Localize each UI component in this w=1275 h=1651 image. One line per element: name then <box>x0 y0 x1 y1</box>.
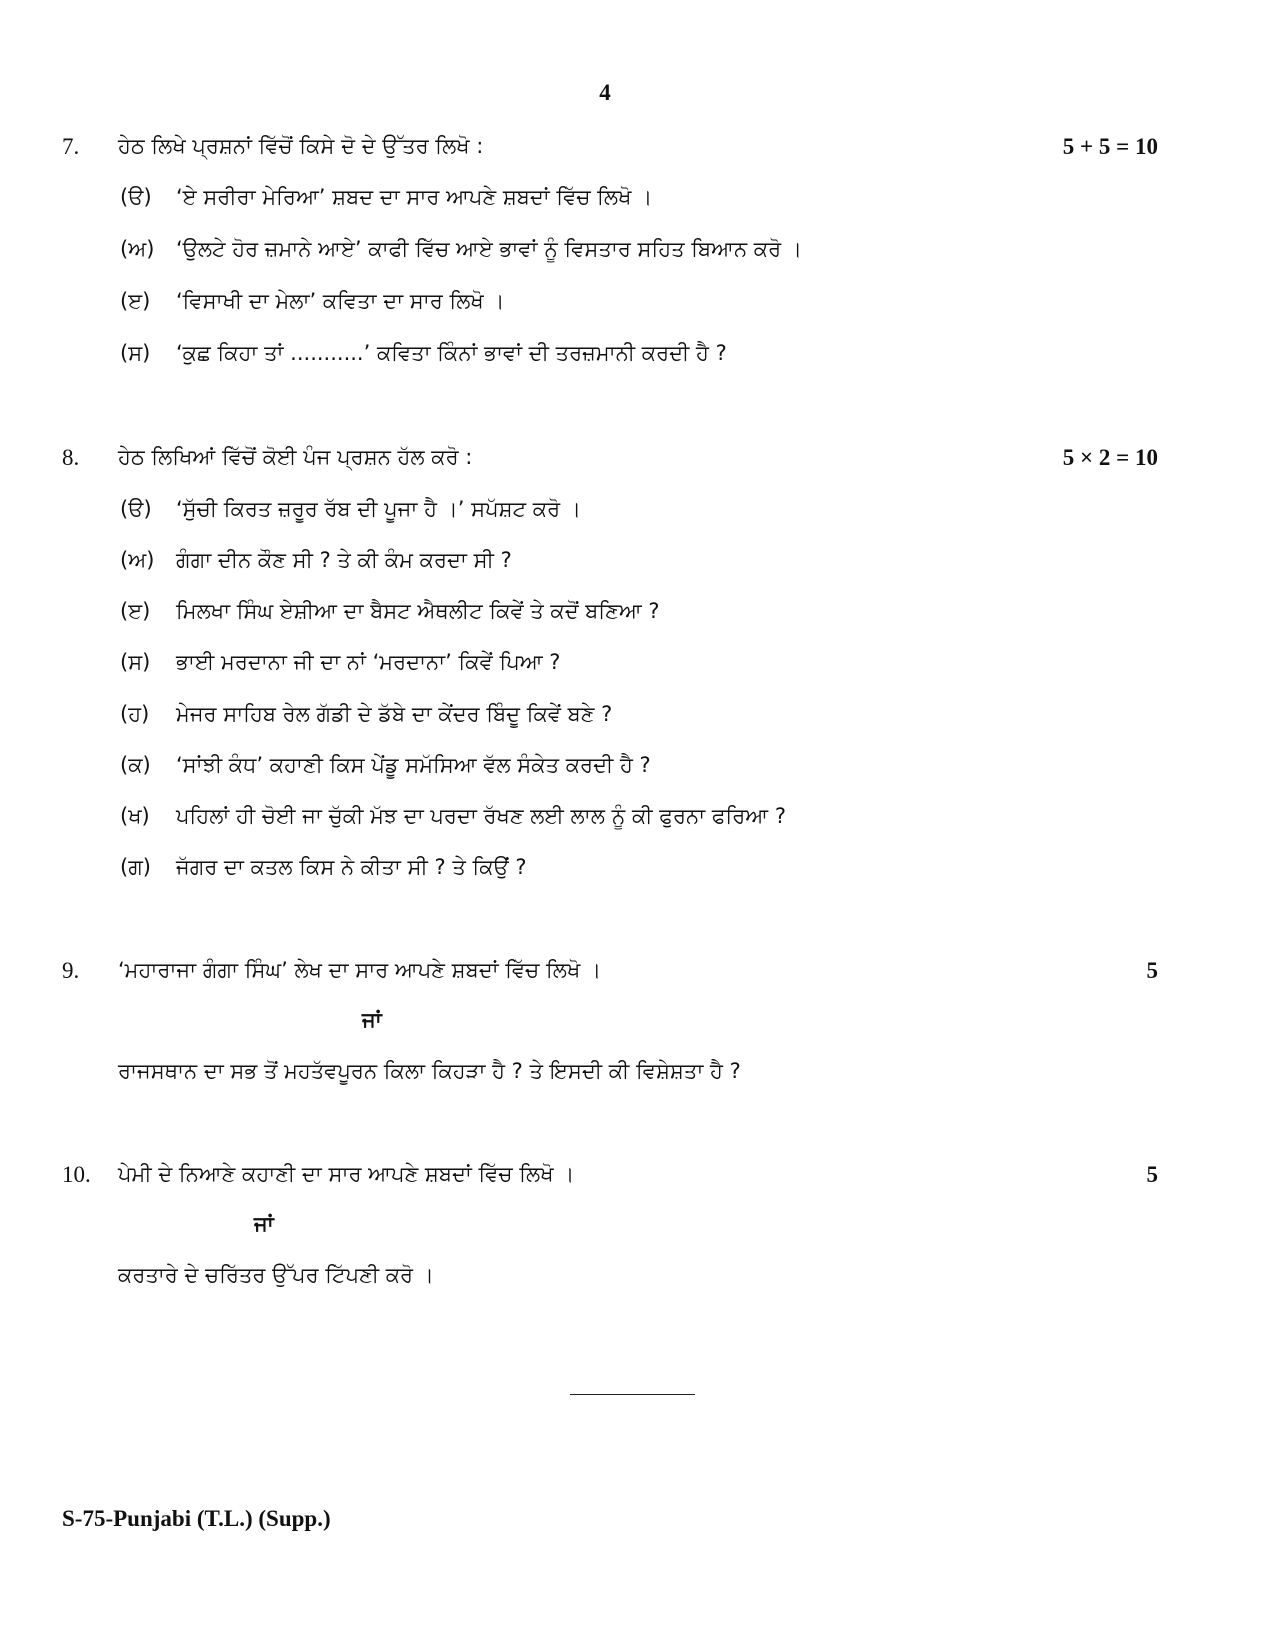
q7-part-d-label: (ਸ) <box>120 341 151 365</box>
question-9-number: 9. <box>62 958 80 983</box>
q8-part-h-text: ਜੱਗਰ ਦਾ ਕਤਲ ਕਿਸ ਨੇ ਕੀਤਾ ਸੀ ? ਤੇ ਕਿਉਂ ? <box>176 855 527 879</box>
q8-part-a-text: ‘ਸੁੱਚੀ ਕਿਰਤ ਜ਼ਰੂਰ ਰੱਬ ਦੀ ਪੂਜਾ ਹੈ ।’ ਸਪੱਸ਼ਟ ਕਰੋ । <box>176 497 581 521</box>
q8-part-d-label: (ਸ) <box>120 650 151 674</box>
q7-part-c-label: (ੲ) <box>120 289 151 313</box>
q8-part-b-label: (ਅ) <box>120 548 155 572</box>
q8-part-f-label: (ਕ) <box>120 753 151 777</box>
question-8-text: ਹੇਠ ਲਿਖਿਆਂ ਵਿੱਚੋਂ ਕੋਈ ਪੰਜ ਪ੍ਰਸ਼ਨ ਹੱਲ ਕਰੋ : <box>118 445 473 469</box>
page-number: 4 <box>599 80 611 105</box>
question-7-marks: 5 + 5 = 10 <box>1062 134 1158 159</box>
q8-part-g-text: ਪਹਿਲਾਂ ਹੀ ਚੋਈ ਜਾ ਚੁੱਕੀ ਮੱਝ ਦਾ ਪਰਦਾ ਰੱਖਣ ਲਈ ਲਾਲ ਨੂੰ ਕੀ ਫੁਰਨਾ ਫਰਿਆ ? <box>176 804 786 828</box>
q7-part-c-text: ‘ਵਿਸਾਖੀ ਦਾ ਮੇਲਾ’ ਕਵਿਤਾ ਦਾ ਸਾਰ ਲਿਖੋ । <box>176 289 505 313</box>
question-10-alternative: ਕਰਤਾਰੇ ਦੇ ਚਰਿੱਤਰ ਉੱਪਰ ਟਿੱਪਣੀ ਕਰੋ । <box>118 1263 434 1287</box>
question-7-number: 7. <box>62 134 80 159</box>
question-8-marks: 5 × 2 = 10 <box>1062 445 1158 470</box>
question-10-marks: 5 <box>1146 1162 1158 1187</box>
question-10-number: 10. <box>62 1162 91 1187</box>
q8-part-g-label: (ਖ) <box>120 804 150 828</box>
q8-part-c-label: (ੲ) <box>120 599 151 623</box>
q8-part-d-text: ਭਾਈ ਮਰਦਾਨਾ ਜੀ ਦਾ ਨਾਂ ‘ਮਰਦਾਨਾ’ ਕਿਵੇਂ ਪਿਆ ? <box>176 650 561 674</box>
question-10-or: ਜਾਂ <box>254 1212 274 1236</box>
q8-part-h-label: (ਗ) <box>120 855 152 879</box>
question-9-or: ਜਾਂ <box>362 1008 382 1032</box>
q7-part-b-label: (ਅ) <box>120 237 155 261</box>
q8-part-e-text: ਮੇਜਰ ਸਾਹਿਬ ਰੇਲ ਗੱਡੀ ਦੇ ਡੱਬੇ ਦਾ ਕੇਂਦਰ ਬਿੰਦੂ ਕਿਵੇਂ ਬਣੇ ? <box>176 702 613 726</box>
q8-part-f-text: ‘ਸਾਂਝੀ ਕੰਧ’ ਕਹਾਣੀ ਕਿਸ ਪੇਂਡੂ ਸਮੱਸਿਆ ਵੱਲ ਸੰਕੇਤ ਕਰਦੀ ਹੈ ? <box>176 753 651 777</box>
question-8-number: 8. <box>62 445 80 470</box>
question-9-text: ‘ਮਹਾਰਾਜਾ ਗੰਗਾ ਸਿੰਘ’ ਲੇਖ ਦਾ ਸਾਰ ਆਪਣੇ ਸ਼ਬਦਾਂ ਵਿੱਚ ਲਿਖੋ । <box>118 958 602 982</box>
q8-part-a-label: (ੳ) <box>120 497 152 521</box>
q8-part-e-label: (ਹ) <box>120 702 150 726</box>
q7-part-d-text: ‘ਕੁਛ ਕਿਹਾ ਤਾਂ ...........’ ਕਵਿਤਾ ਕਿੰਨਾਂ ਭਾਵਾਂ ਦੀ ਤਰਜ਼ਮਾਨੀ ਕਰਦੀ ਹੈ ? <box>176 341 727 365</box>
q7-part-a-label: (ੳ) <box>120 185 152 209</box>
q8-part-b-text: ਗੰਗਾ ਦੀਨ ਕੌਣ ਸੀ ? ਤੇ ਕੀ ਕੰਮ ਕਰਦਾ ਸੀ ? <box>176 548 512 572</box>
question-10-text: ਪੇਮੀ ਦੇ ਨਿਆਣੇ ਕਹਾਣੀ ਦਾ ਸਾਰ ਆਪਣੇ ਸ਼ਬਦਾਂ ਵਿੱਚ ਲਿਖੋ । <box>118 1162 575 1186</box>
q7-part-b-text: ‘ਉਲਟੇ ਹੋਰ ਜ਼ਮਾਨੇ ਆਏ’ ਕਾਫੀ ਵਿੱਚ ਆਏ ਭਾਵਾਂ ਨੂੰ ਵਿਸਤਾਰ ਸਹਿਤ ਬਿਆਨ ਕਰੋ । <box>176 237 802 261</box>
q8-part-c-text: ਮਿਲਖਾ ਸਿੰਘ ਏਸ਼ੀਆ ਦਾ ਬੈਸਟ ਐਥਲੀਟ ਕਿਵੇਂ ਤੇ ਕਦੋਂ ਬਣਿਆ ? <box>176 599 660 623</box>
q7-part-a-text: ‘ਏ ਸਰੀਰਾ ਮੇਰਿਆ’ ਸ਼ਬਦ ਦਾ ਸਾਰ ਆਪਣੇ ਸ਼ਬਦਾਂ ਵਿੱਚ ਲਿਖੋ । <box>176 185 653 209</box>
question-9-alternative: ਰਾਜਸਥਾਨ ਦਾ ਸਭ ਤੋਂ ਮਹਤੱਵਪੂਰਨ ਕਿਲਾ ਕਿਹੜਾ ਹੈ ? ਤੇ ਇਸਦੀ ਕੀ ਵਿਸ਼ੇਸ਼ਤਾ ਹੈ ? <box>118 1059 741 1083</box>
end-divider <box>570 1394 695 1395</box>
paper-code-footer: S-75-Punjabi (T.L.) (Supp.) <box>62 1506 331 1531</box>
question-9-marks: 5 <box>1146 958 1158 983</box>
question-7-text: ਹੇਠ ਲਿਖੇ ਪ੍ਰਸ਼ਨਾਂ ਵਿੱਚੋਂ ਕਿਸੇ ਦੋ ਦੇ ਉੱਤਰ ਲਿਖੋ : <box>118 134 484 158</box>
